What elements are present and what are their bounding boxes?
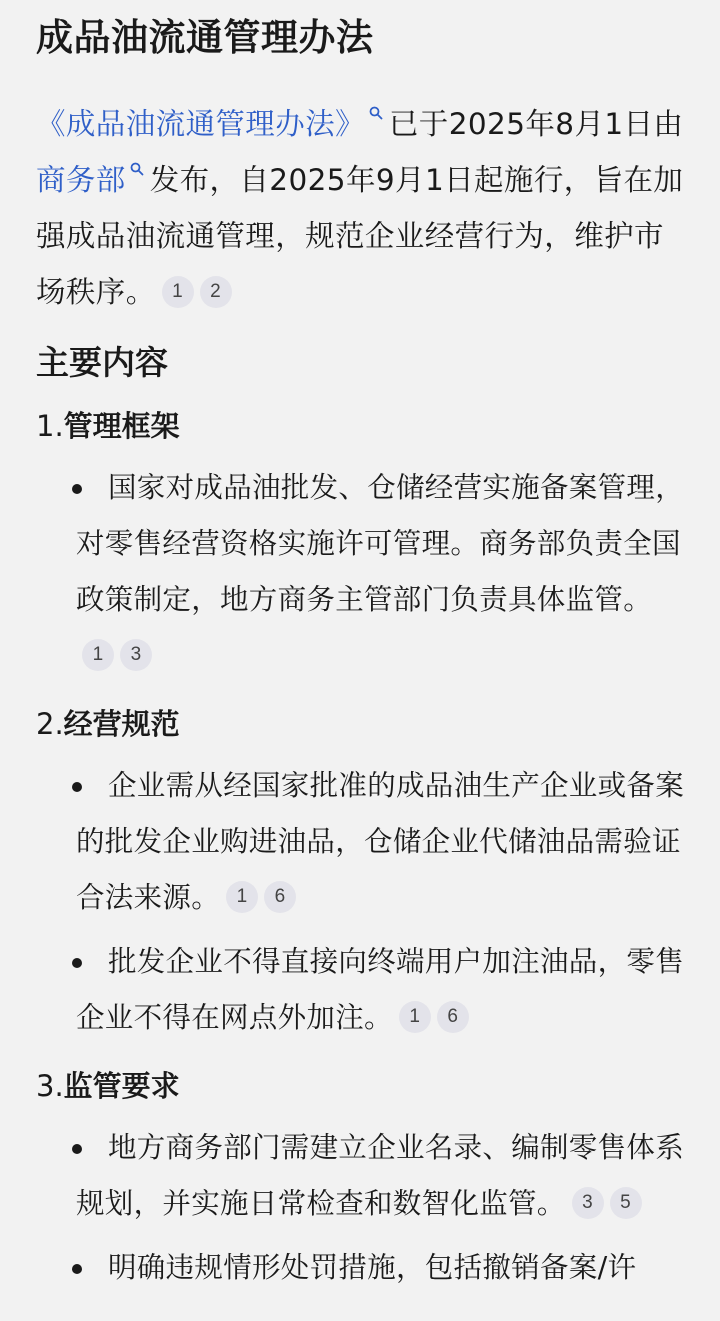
- subsection-heading-3: 3.监管要求: [36, 1069, 180, 1103]
- citation-badge[interactable]: 6: [437, 1001, 469, 1033]
- bullet-text: 国家对成品油批发、仓储经营实施备案管理，对零售经营资格实施许可管理。商务部负责全国政策制定，地方商务主管部门负责具体监管。: [76, 471, 685, 616]
- bullet-list-2: [36, 758, 686, 1046]
- bullet-list-1: [36, 460, 686, 684]
- law-title-link[interactable]: 《成品油流通管理办法》: [36, 107, 365, 141]
- citation-badge[interactable]: 5: [610, 1187, 642, 1219]
- citation-badge[interactable]: 1: [162, 276, 194, 308]
- search-icon[interactable]: [130, 162, 144, 176]
- citation-badge[interactable]: 1: [82, 639, 114, 671]
- ministry-link[interactable]: 商务部: [36, 163, 126, 197]
- intro-text-a: 已于2025年8月1日由: [388, 107, 684, 141]
- citation-badge[interactable]: 1: [226, 881, 258, 913]
- bullet-list-3: [36, 1120, 686, 1296]
- citation-badge[interactable]: 2: [200, 276, 232, 308]
- subsection-heading-2: 2.经营规范: [36, 707, 180, 741]
- list-item: [76, 934, 686, 1046]
- list-item: [76, 758, 686, 926]
- bullet-text: 批发企业不得直接向终端用户加注油品，零售企业不得在网点外加注。: [76, 945, 685, 1034]
- intro-paragraph: [36, 96, 686, 320]
- citation-badge[interactable]: 3: [572, 1187, 604, 1219]
- intro-text-b: 发布，自2025年9月1日起施行，旨在加强成品油流通管理，规范企业经营行为，维护市场秩序。: [36, 163, 684, 309]
- search-icon[interactable]: [369, 106, 383, 120]
- list-item: [76, 460, 686, 684]
- bullet-text: 企业需从经国家批准的成品油生产企业或备案的批发企业购进油品，仓储企业代储油品需验证合法来源。: [76, 769, 685, 914]
- subsection-heading-1: 1.管理框架: [36, 409, 180, 443]
- page-title: 成品油流通管理办法: [36, 16, 374, 59]
- bullet-text: 明确违规情形处罚措施，包括撤销备案/许: [108, 1251, 637, 1284]
- citation-badge[interactable]: 3: [120, 639, 152, 671]
- list-item: [76, 1240, 686, 1296]
- citation-badge[interactable]: 1: [399, 1001, 431, 1033]
- list-item: [76, 1120, 686, 1232]
- bullet-text: 地方商务部门需建立企业名录、编制零售体系规划，并实施日常检查和数智化监管。: [76, 1131, 685, 1220]
- citation-badge[interactable]: 6: [264, 881, 296, 913]
- section-heading: 主要内容: [36, 343, 168, 382]
